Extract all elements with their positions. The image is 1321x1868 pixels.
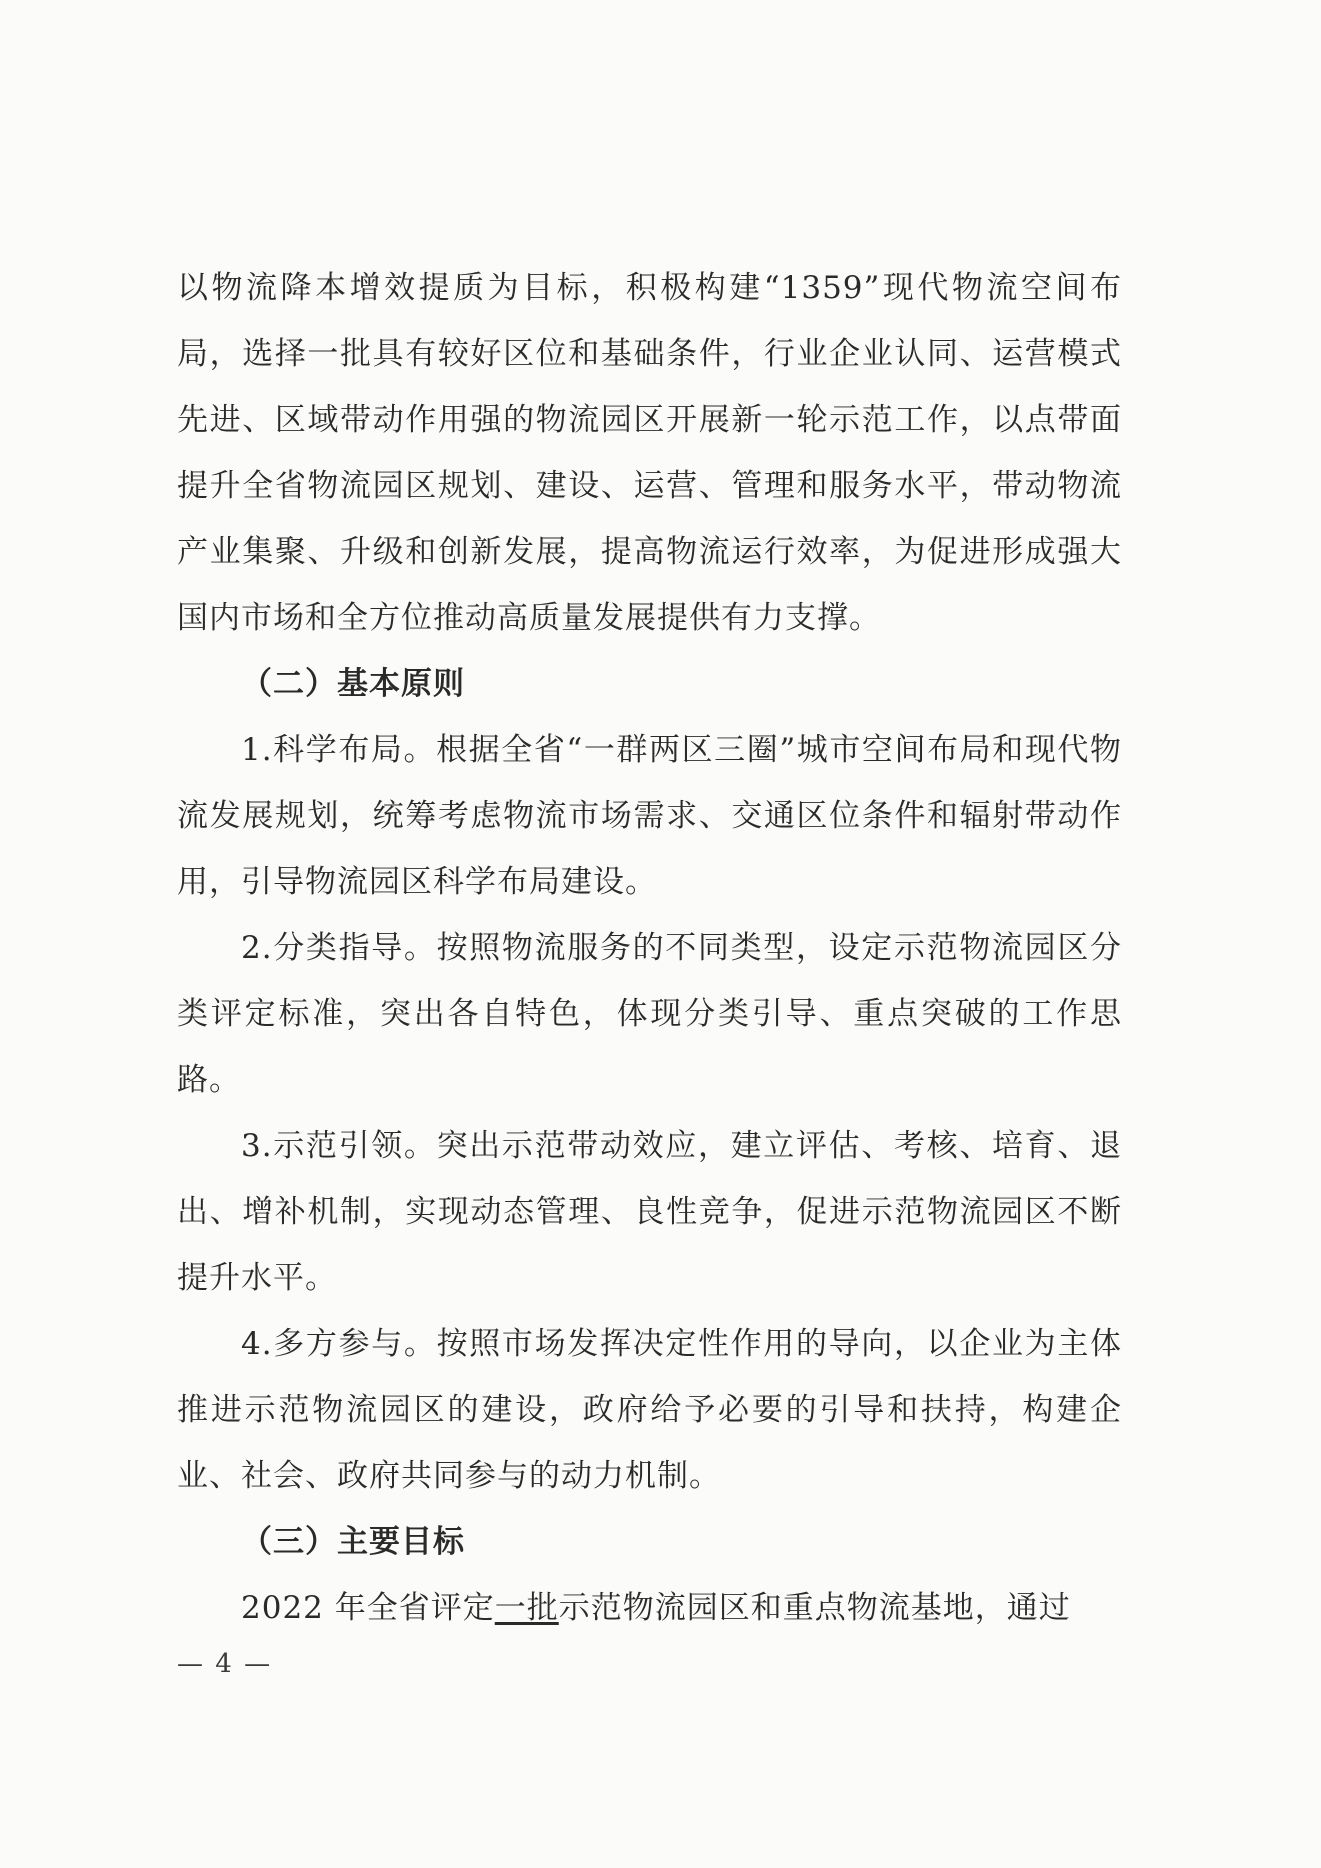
- paragraph-goal-intro: 以物流降本增效提质为目标，积极构建“1359”现代物流空间布局，选择一批具有较好区位和基础条件，行业企业认同、运营模式先进、区域带动作用强的物流园区开展新一轮示范工作，以点带面提升全省物流园区规划、建设、运营、管理和服务水平，带动物流产业集聚、升级和创新发展，提高物流运行效率，为促进形成强大国内市场和全方位推动高质量发展提供有力支撑。: [177, 270, 1122, 636]
- paragraph-principle-1: 1.科学布局。根据全省“一群两区三圈”城市空间布局和现代物流发展规划，统筹考虑物流市场需求、交通区位条件和辐射带动作用，引导物流园区科学布局建设。: [177, 732, 1122, 900]
- paragraph-main-targets-part-a: 2022 年全省评定: [241, 1590, 495, 1626]
- paragraph-principle-4: 4.多方参与。按照市场发挥决定性作用的导向，以企业为主体推进示范物流园区的建设，政府给予必要的引导和扶持，构建企业、社会、政府共同参与的动力机制。: [177, 1326, 1122, 1494]
- section-heading-main-targets: （三）主要目标: [241, 1524, 465, 1560]
- paragraph-main-targets: [177, 1575, 1122, 1641]
- page-number: — 4 —: [177, 1649, 273, 1679]
- section-heading-basic-principles: （二）基本原则: [241, 666, 465, 702]
- paragraph-principle-2: 2.分类指导。按照物流服务的不同类型，设定示范物流园区分类评定标准，突出各自特色，体现分类引导、重点突破的工作思路。: [177, 930, 1122, 1098]
- underlined-text-batch: 一批: [494, 1590, 559, 1626]
- paragraph-main-targets-part-b: 示范物流园区和重点物流基地，通过: [558, 1590, 1071, 1626]
- document-body: [177, 255, 1122, 1641]
- paragraph-principle-3: 3.示范引领。突出示范带动效应，建立评估、考核、培育、退出、增补机制，实现动态管理、良性竞争，促进示范物流园区不断提升水平。: [177, 1128, 1122, 1296]
